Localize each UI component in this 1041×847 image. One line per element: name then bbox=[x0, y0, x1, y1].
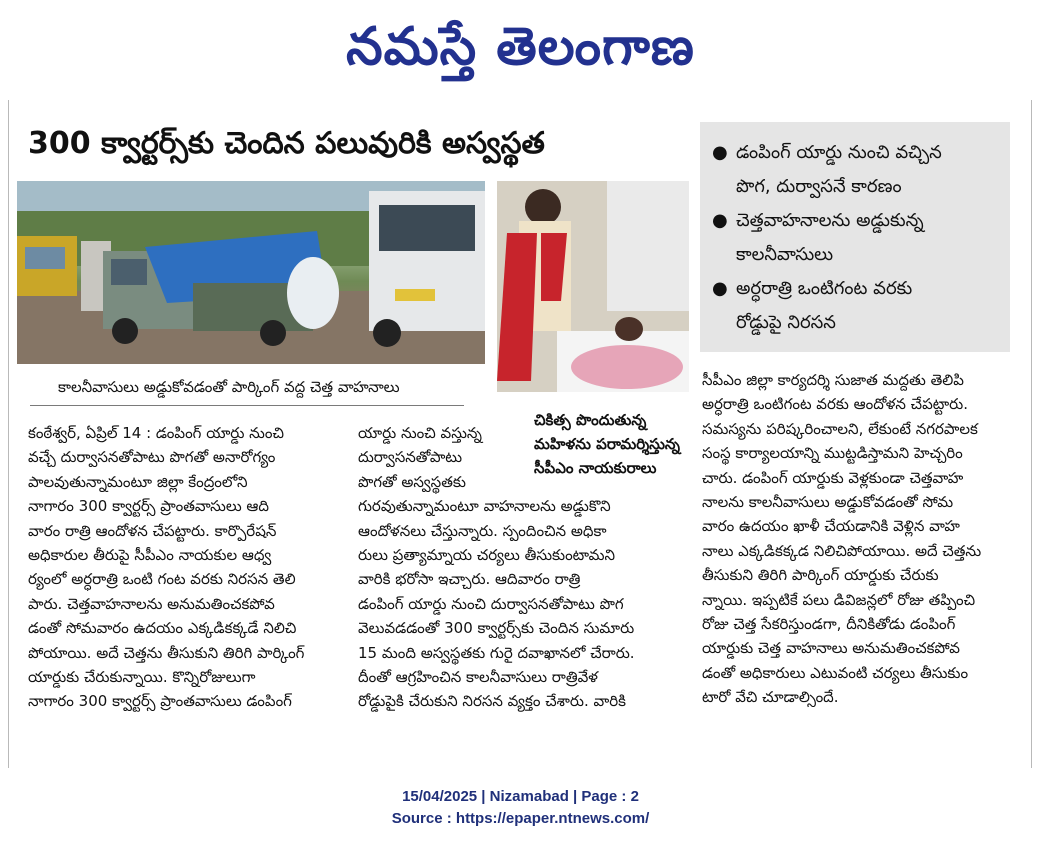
body-line: సమస్యను పరిష్కరించాలని, లేకుంటే నగరపాలక bbox=[702, 419, 978, 438]
caption-line: మహిళను పరామర్శిస్తున్న bbox=[534, 435, 680, 453]
article-column-middle bbox=[358, 421, 690, 714]
page-footer bbox=[0, 786, 1041, 830]
bullet-icon: ● bbox=[712, 142, 728, 163]
body-line: యార్డుకు చేరుకున్నాయి. కొన్నిరోజులుగా bbox=[28, 668, 256, 687]
body-line: దుర్వాసనతోపాటు bbox=[358, 448, 463, 467]
garbage-vehicles-illustration bbox=[17, 181, 485, 364]
highlight-line: చెత్తవాహనాలను అడ్డుకున్న bbox=[736, 210, 924, 231]
bullet-icon: ● bbox=[712, 278, 728, 299]
body-line: డంపింగ్ యార్డు నుంచి దుర్వాసనతోపాటు పొగ bbox=[358, 594, 624, 613]
article-column-left bbox=[28, 421, 354, 714]
highlight-line: పొగ, దుర్వాసనే కారణం bbox=[736, 176, 902, 197]
highlight-item bbox=[700, 272, 1010, 340]
garbage-vehicles-photo bbox=[17, 181, 485, 364]
body-line: యార్డుకు చెత్త వాహనాలు అనుమతించకపోవ bbox=[702, 639, 960, 658]
source-link[interactable]: Source : https://epaper.ntnews.com/ bbox=[391, 810, 650, 827]
body-line: అర్ధరాత్రి ఒంటిగంట వరకు ఆందోళన చేపట్టారు. bbox=[702, 395, 968, 414]
body-line: డంతో సోమవారం ఉదయం ఎక్కడికక్కడే నిలిచి bbox=[28, 619, 297, 638]
caption-line: చికిత్స పొందుతున్న bbox=[534, 411, 647, 429]
body-line: గురవుతున్నామంటూ వాహనాలను అడ్డుకొని bbox=[358, 497, 611, 516]
body-line: సంస్థ కార్యాలయాన్ని ముట్టడిస్తామని హెచ్చరిం bbox=[702, 444, 963, 463]
newspaper-masthead bbox=[0, 4, 1041, 90]
body-line: పొగతో అస్వస్థతకు bbox=[358, 472, 466, 491]
highlight-line: రోడ్డుపై నిరసన bbox=[736, 312, 836, 333]
body-line: రోడ్డుపైకి చేరుకుని నిరసన వ్యక్తం చేశారు. వారికి bbox=[358, 692, 626, 711]
body-line: న్నాయి. ఇప్పటికే పలు డివిజన్లలో రోజు తప్పించి bbox=[702, 590, 976, 609]
body-line: నాలను కాలనీవాసులు అడ్డుకోవడంతో సోమ bbox=[702, 493, 954, 512]
article-column-right bbox=[702, 368, 1024, 710]
highlight-item bbox=[700, 204, 1010, 272]
body-line: టారో వేచి చూడాల్సిందే. bbox=[702, 688, 839, 707]
body-line: ఆందోళనలు చేస్తున్నారు. స్పందించిన అధికా bbox=[358, 521, 607, 540]
body-line: చారు. డంపింగ్ యార్డుకు వెళ్లకుండా చెత్తవాహ bbox=[702, 468, 964, 487]
article-headline: 300 క్వార్టర్స్‌కు చెందిన పలువురికి అస్వస్థత bbox=[28, 126, 545, 161]
body-line: వారం ఉదయం ఖాళీ చేయడానికి వెళ్లిన వాహ bbox=[702, 517, 960, 536]
hospital-visit-photo bbox=[497, 181, 689, 392]
body-line: వారం రాత్రి ఆందోళన చేపట్టారు. కార్పొరేషన్ bbox=[28, 521, 277, 540]
body-line: నాలు ఎక్కడికక్కడ నిలిచిపోయాయి. అదే చెత్తను bbox=[702, 541, 982, 560]
body-line: నాగారం 300 క్వార్టర్స్ ప్రాంతవాసులు డంపింగ్ bbox=[28, 692, 292, 711]
caption-divider bbox=[30, 405, 464, 406]
body-line: వచ్చే దుర్వాసనతోపాటు పొగతో అనారోగ్యం bbox=[28, 448, 276, 467]
body-line: యార్డు నుంచి వస్తున్న bbox=[358, 424, 482, 442]
body-line: అధికారుల తీరుపై సీపీఎం నాయకుల ఆధ్వ bbox=[28, 546, 272, 565]
highlights-list bbox=[700, 122, 1010, 340]
masthead-title: నమస్తే తెలంగాణ bbox=[346, 16, 695, 77]
body-line: తీసుకుని తిరిగి పార్కింగ్ యార్డుకు చేరుకు bbox=[702, 566, 939, 585]
body-line: నాగారం 300 క్వార్టర్స్ ప్రాంతవాసులు ఆది bbox=[28, 497, 269, 516]
highlight-line: డంపింగ్ యార్డు నుంచి వచ్చిన bbox=[736, 142, 942, 163]
bullet-icon: ● bbox=[712, 210, 728, 231]
photo-caption-vehicles: కాలనీవాసులు అడ్డుకోవడంతో పార్కింగ్ వద్ద చెత్త వాహనాలు bbox=[58, 378, 400, 396]
body-line: పోయాయి. అదే చెత్తను తీసుకుని తిరిగి పార్కింగ్ bbox=[28, 643, 305, 662]
body-line: వారికి భరోసా ఇచ్చారు. ఆదివారం రాత్రి bbox=[358, 570, 581, 589]
hospital-visit-illustration bbox=[497, 181, 689, 392]
body-line: ర్యంలో అర్ధరాత్రి ఒంటి గంట వరకు నిరసన తెలి bbox=[28, 570, 296, 589]
highlight-line: అర్ధరాత్రి ఒంటిగంట వరకు bbox=[736, 278, 913, 299]
body-line: డంతో అధికారులు ఎటువంటి చర్యలు తీసుకుం bbox=[702, 663, 969, 682]
edition-info: 15/04/2025 | Nizamabad | Page : 2 bbox=[402, 788, 639, 805]
body-line: రోజు చెత్త సేకరిస్తుండగా, దీనికితోడు డంపింగ్ bbox=[702, 615, 956, 634]
body-line: పాలవుతున్నామంటూ జిల్లా కేంద్రంలోని bbox=[28, 472, 248, 491]
body-line: రులు ప్రత్యామ్నాయ చర్యలు తీసుకుంటామని bbox=[358, 546, 616, 565]
body-line: దీంతో ఆగ్రహించిన కాలనీవాసులు రాత్రివేళ bbox=[358, 668, 598, 687]
body-line: 15 మంది అస్వస్థతకు గురై దవాఖానలో చేరారు. bbox=[358, 643, 635, 662]
highlight-line: కాలనీవాసులు bbox=[736, 244, 834, 265]
body-line: సీపీఎం జిల్లా కార్యదర్శి సుజాత మద్దతు తెలిపి bbox=[702, 371, 964, 389]
body-line: కంఠేశ్వర్, ఏప్రిల్ 14 : డంపింగ్ యార్డు నుంచి bbox=[28, 424, 284, 442]
highlights-box bbox=[700, 122, 1010, 352]
highlight-item bbox=[700, 136, 1010, 204]
body-line: వెలువడడంతో 300 క్వార్టర్స్‌కు చెందిన సుమారు bbox=[358, 619, 635, 638]
body-line: పారు. చెత్తవాహనాలను అనుమతించకపోవ bbox=[28, 594, 275, 613]
caption-line: సీపీఎం నాయకురాలు bbox=[534, 459, 657, 477]
